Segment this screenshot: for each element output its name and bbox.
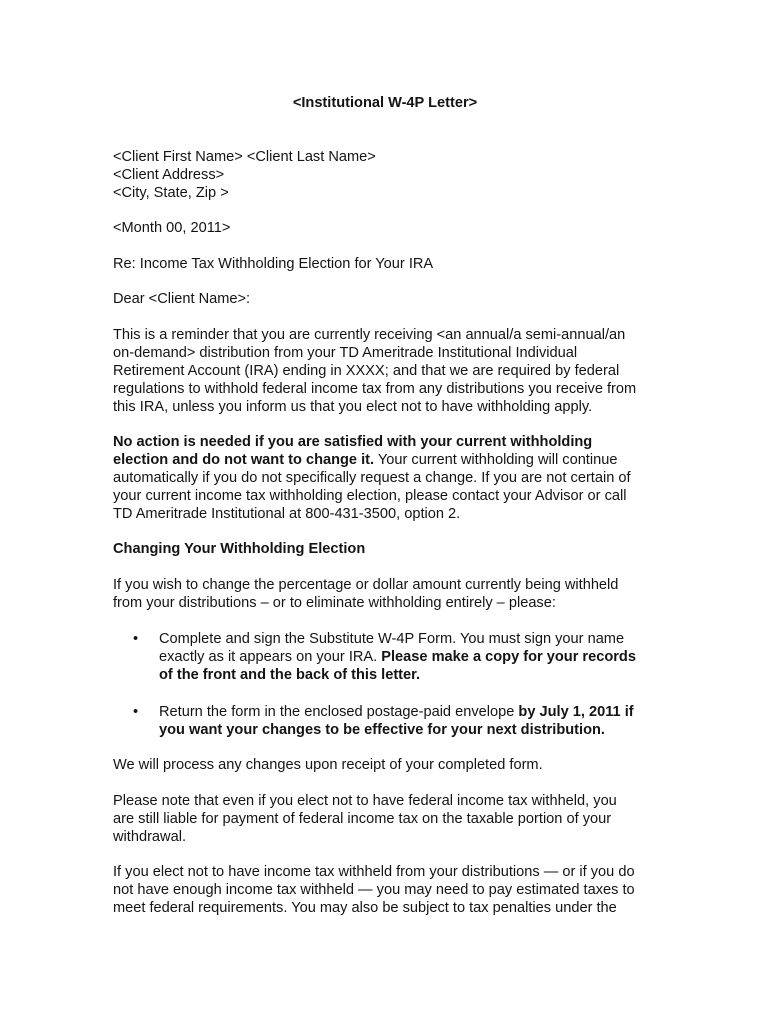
paragraph-no-action xyxy=(113,433,673,523)
paragraph-line: If you wish to change the percentage or dollar amount currently being withheld xyxy=(113,577,619,593)
heading-changing-election: Changing Your Withholding Election xyxy=(113,541,366,557)
bullet-icon: • xyxy=(133,631,139,647)
paragraph-line: Retirement Account (IRA) ending in XXXX; and that we are required by federal xyxy=(113,363,620,379)
bullet-icon: • xyxy=(133,704,139,720)
letter-title: <Institutional W-4P Letter> xyxy=(292,95,478,111)
client-city-line: <City, State, Zip > xyxy=(113,185,229,201)
paragraph-line: not have enough income tax withheld — you may need to pay estimated taxes to xyxy=(113,882,635,898)
client-address-line: <Client Address> xyxy=(113,167,225,183)
paragraph-line: regulations to withhold federal income tax from any distributions you receive from xyxy=(113,381,637,397)
letter-date: <Month 00, 2011> xyxy=(113,220,231,236)
paragraph-process: We will process any changes upon receipt of your completed form. xyxy=(113,757,543,773)
paragraph-estimated-taxes xyxy=(113,863,673,917)
paragraph-line: If you elect not to have income tax withheld from your distributions — or if you do xyxy=(113,864,635,880)
paragraph-line: meet federal requirements. You may also be subject to tax penalties under the xyxy=(113,900,617,916)
bullet-plain: Return the form in the enclosed postage-paid envelope xyxy=(159,704,519,720)
bullet-plain: exactly as it appears on your IRA. xyxy=(159,649,382,665)
paragraph-line: Please note that even if you elect not to have federal income tax withheld, you xyxy=(113,793,617,809)
paragraph-line: withdrawal. xyxy=(113,829,186,845)
paragraph-line: on-demand> distribution from your TD Ameritrade Institutional Individual xyxy=(113,345,578,361)
paragraph-line: your current income tax withholding election, please contact your Advisor or call xyxy=(113,488,627,504)
paragraph-line: TD Ameritrade Institutional at 800-431-3500, option 2. xyxy=(113,506,461,522)
no-action-bold-end: election and do not want to change it. xyxy=(113,452,375,468)
paragraph-change-intro xyxy=(113,576,673,612)
client-address-block xyxy=(113,148,673,202)
paragraph-please-note xyxy=(113,792,673,846)
paragraph-line: are still liable for payment of federal income tax on the taxable portion of your xyxy=(113,811,612,827)
paragraph-reminder xyxy=(113,326,673,416)
paragraph-line: This is a reminder that you are currently receiving <an annual/a semi-annual/an xyxy=(113,327,626,343)
salutation: Dear <Client Name>: xyxy=(113,291,251,307)
bullet-line: Complete and sign the Substitute W-4P Form. You must sign your name xyxy=(159,631,625,647)
bullet-bold-line: of the front and the back of this letter. xyxy=(159,667,421,683)
bullet-bold: Please make a copy for your records xyxy=(381,649,636,665)
no-action-rest: Your current withholding will continue xyxy=(374,452,618,468)
no-action-bold-line: No action is needed if you are satisfied with your current withholding xyxy=(113,434,593,450)
re-line: Re: Income Tax Withholding Election for Your IRA xyxy=(113,256,434,272)
paragraph-line: this IRA, unless you inform us that you elect not to have withholding apply. xyxy=(113,399,593,415)
bullet-bold: by July 1, 2011 if xyxy=(518,704,634,720)
bullet-bold-line: you want your changes to be effective for your next distribution. xyxy=(159,722,605,738)
paragraph-line: automatically if you do not specifically request a change. If you are not certain of xyxy=(113,470,631,486)
paragraph-line: from your distributions – or to eliminate withholding entirely – please: xyxy=(113,595,556,611)
client-name-line: <Client First Name> <Client Last Name> xyxy=(113,149,376,165)
